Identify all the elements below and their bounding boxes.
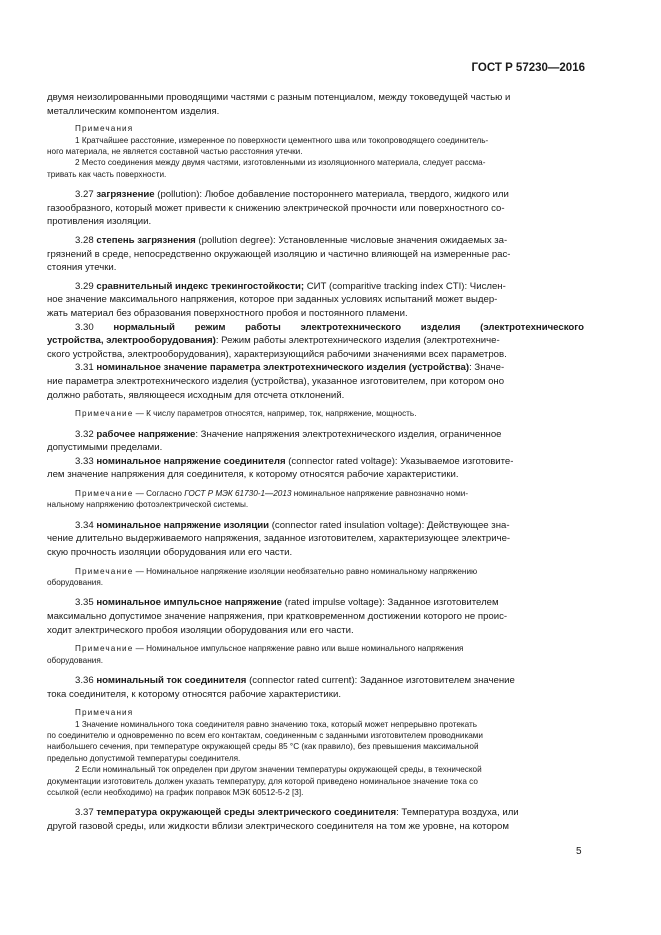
term: номинальное значение параметра электротехнического изделия (устройства) (96, 362, 470, 374)
note-3-34: Примечание — Номинальное напряжение изоляции необязательно равно номинальному напряжению оборудования. (47, 566, 478, 587)
section-3-37: 3.37 температура окружающей среды электрического соединителя: Температура воздуха, или другой газовой среды, или жидкости вблизи электрического соединителя на том же уровне, на котором (47, 807, 519, 832)
notes-block-3-36 (47, 707, 584, 798)
term: номинальное импульсное напряжение (96, 597, 282, 609)
note-item: 1 Кратчайшее расстояние, измеренное по поверхности цементного шва или токопроводящего соединитель- ного материала, не является составной частью расстояния утечки. (47, 135, 489, 156)
section-3-32: 3.32 рабочее напряжение: Значение напряжения электротехнического изделия, ограниченное допустимыми пределами. (47, 428, 502, 454)
note-item: 2 Место соединения между двумя частями, изготовленными из изоляционного материала, следует рассма- тривать как часть поверхности. (47, 158, 486, 179)
term: номинальное напряжение изоляции (96, 519, 270, 531)
section-3-36: 3.36 номинальный ток соединителя (connector rated current): Заданное изготовителем значение тока соединителя, к которому относятся рабочие характеристики. (47, 674, 515, 700)
note-item: 2 Если номинальный ток определен при другом значении температуры окружающей среды, в технической документации изготовитель должен указать температуру, для которой приведено номинальное значение тока со ссылкой (если необходимо) на график поправок МЭК 60512-5-2 [3]. (47, 765, 482, 797)
term: сравнительный индекс трекингостойкости; (96, 280, 305, 292)
section-3-27: 3.27 загрязнение (pollution): Любое добавление постороннего материала, твердого, жидкого или газообразного, который может привести к снижению электрической прочности или поверхностного со- противления изоляции. (47, 189, 509, 228)
term: номинальное напряжение соединителя (96, 455, 286, 467)
notes-title: Примечания (75, 124, 134, 134)
note-3-33: Примечание — Согласно ГОСТ Р МЭК 61730-1—2013 номинальное напряжение равнозначно номи- нальному напряжению фотоэлектрической системы. (47, 488, 469, 510)
term-continued: устройства, электрооборудования) (47, 335, 216, 347)
note-3-31: Примечание — К числу параметров относятся, например, ток, напряжение, мощность. (75, 409, 417, 419)
intro-paragraph: двумя неизолированными проводящими частями с разным потенциалом, между токоведущей частью и металлическим компонентом изделия. (47, 92, 511, 117)
section-3-34: 3.34 номинальное напряжение изоляции (connector rated insulation voltage): Действующее зна- чение длительно выдерживаемого напряжения, заданное изготовителем, характеризующее электриче- скую прочность изоляции оборудования или его части. (47, 519, 511, 558)
notes-block-1 (47, 123, 584, 180)
term: нормальный режим работы электротехнического изделия (электротехнического (113, 321, 584, 333)
page-content (47, 91, 584, 834)
section-3-30-cont: устройства, электрооборудования): Режим работы электротехнического изделия (электротехниче- ского устройства, электрооборудования), характеризующийся рабочими значениями всех параметров. (47, 335, 507, 360)
term: загрязнение (96, 189, 155, 201)
section-3-30: 3.30 нормальный режим работы электротехнического изделия (электротехнического (75, 321, 584, 333)
page-number: 5 (576, 846, 582, 857)
term: температура окружающей среды электрического соединителя (96, 807, 397, 819)
note-3-35: Примечание — Номинальное импульсное напряжение равно или выше номинального напряжения оборудования. (47, 644, 464, 665)
term: степень загрязнения (96, 235, 196, 246)
section-3-29: 3.29 сравнительный индекс трекингостойкости; СИТ (comparitive tracking index CTI): Числен- ное значение максимального напряжения, которое при заданных условиях испытаний может выдер- жать материал без образования поверхностного пробоя и постоянного пламени. (47, 280, 506, 319)
section-3-33: 3.33 номинальное напряжение соединителя (connector rated voltage): Указываемое изготовите- лем значение напряжения для соединителя, к которому относятся рабочие характеристики. (47, 455, 514, 481)
standard-reference: ГОСТ Р МЭК 61730-1—2013 (184, 488, 292, 498)
section-3-35: 3.35 номинальное импульсное напряжение (rated impulse voltage): Заданное изготовителем максимально допустимое значение напряжения, при кратковременном достижении которого не проис- ходит электрического пробоя изоляции оборудования или его части. (47, 597, 508, 636)
notes-title: Примечания (75, 708, 134, 718)
section-3-28: 3.28 степень загрязнения (pollution degree): Установленные числовые значения ожидаемых за- грязнений в среде, непосредственно окружающей изоляцию и частично влияющей на измеренные рас- стояния утечки. (47, 235, 511, 274)
note-item: 1 Значение номинального тока соединителя равно значению тока, который может непрерывно протекать по соединителю и одновременно по всем его контактам, соединенным с заданными изготовителем проводниками наибольшего сечения, при температуре окружающей среды 85 °С (как правило), без превышения максимальной предельно допустимой температуры соединителя. (47, 719, 483, 763)
term: рабочее напряжение (96, 428, 196, 440)
section-3-31: 3.31 номинальное значение параметра электротехнического изделия (устройства): Значе- ние параметра электротехнического изделия (устройства), указанное изготовителем, при котором оно должно работать, являющееся исходным для отсчета отклонений. (47, 362, 505, 401)
document-header: ГОСТ Р 57230—2016 (471, 62, 585, 74)
term: номинальный ток соединителя (96, 674, 247, 686)
